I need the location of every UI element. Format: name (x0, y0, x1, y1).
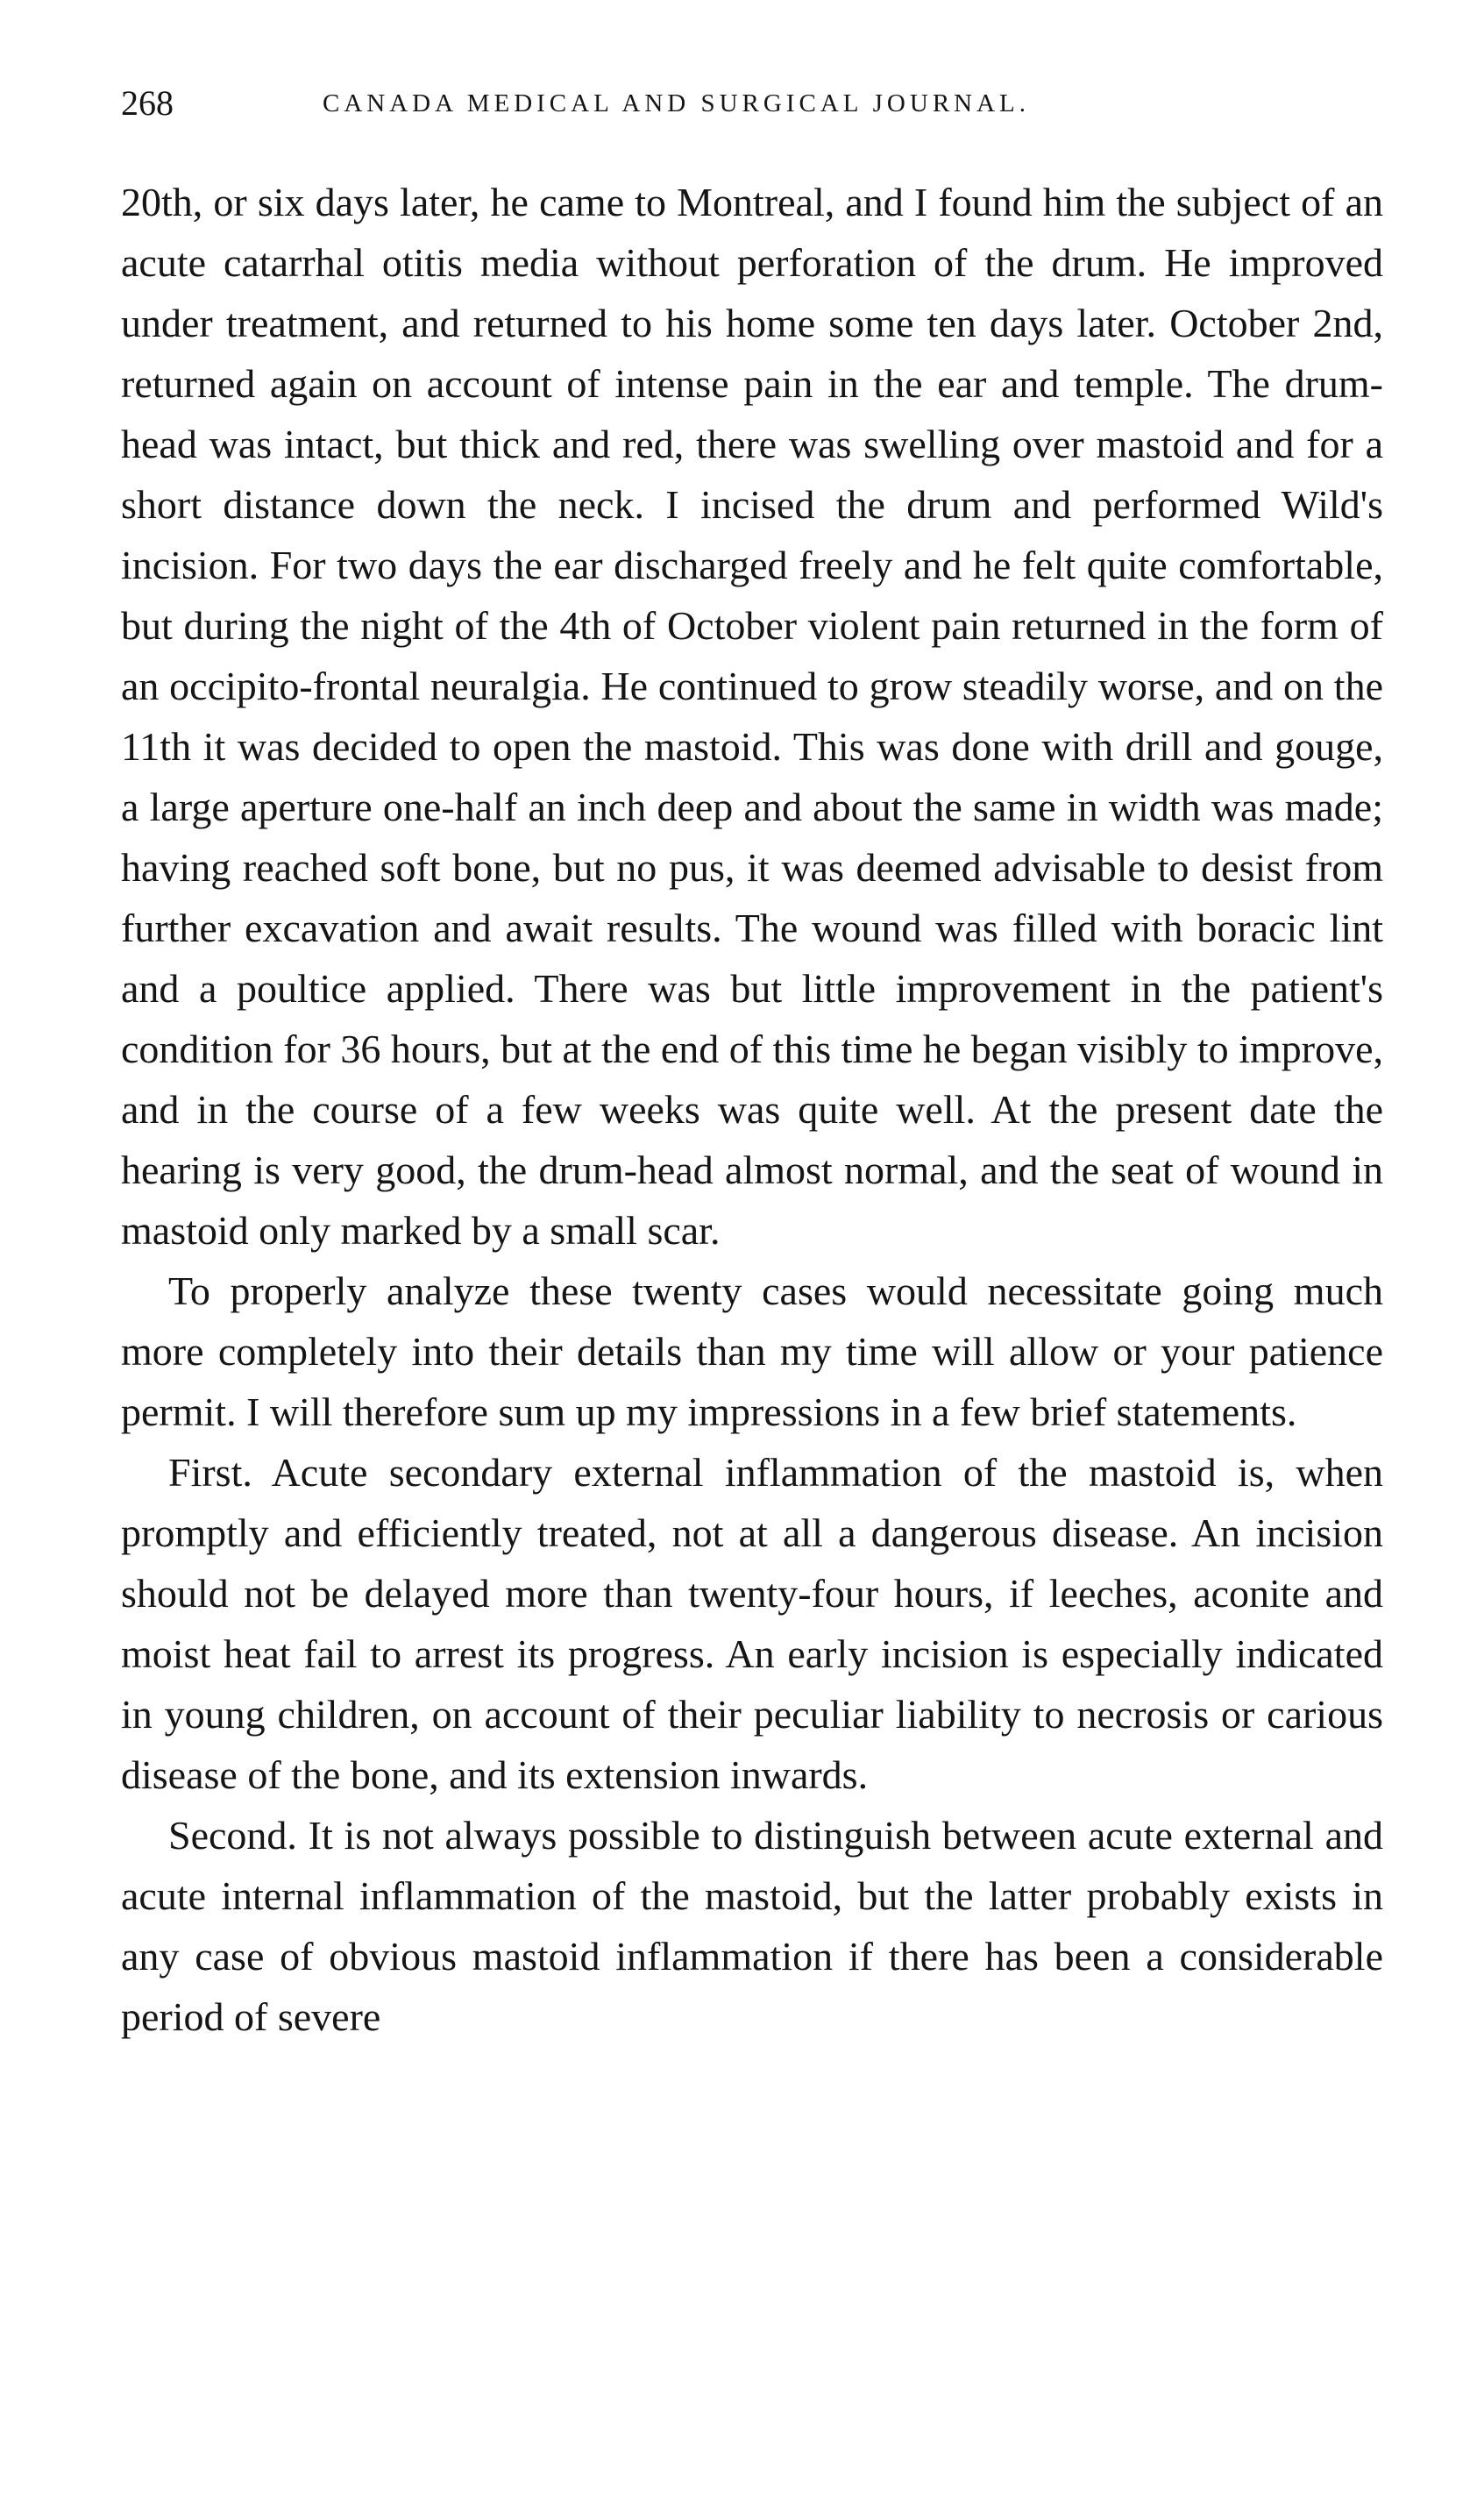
running-head (121, 77, 1383, 130)
paragraph-first-statement: First. Acute secondary external inflammation of the mastoid is, when promptly and efficiently treated, not at all a dangerous disease. An incision should not be delayed more than twenty-four hours, if leeches, aconite and moist heat fail to arrest its progress. An early incision is especially indicated in young children, on account of their peculiar liability to necrosis or carious disease of the bone, and its extension inwards. (121, 1450, 1383, 1797)
paragraph-second-statement: Second. It is not always possible to distinguish between acute external and acute internal inflammation of the mastoid, but the latter probably exists in any case of obvious mastoid inflammation if there has been a considerable period of severe (121, 1813, 1383, 2039)
body-text (121, 172, 1383, 2047)
paragraph-analysis-intro: To properly analyze these twenty cases would necessitate going much more completely into their details than my time will allow or your patience permit. I will therefore sum up my impressions in a few brief statements. (121, 1268, 1383, 1434)
paragraph-case-continuation: 20th, or six days later, he came to Montreal, and I found him the subject of an acute catarrhal otitis media without perforation of the drum. He improved under treatment, and returned to his home some ten days later. October 2nd, returned again on account of intense pain in the ear and temple. The drum-head was intact, but thick and red, there was swelling over mastoid and for a short distance down the neck. I incised the drum and performed Wild's incision. For two days the ear discharged freely and he felt quite comfortable, but during the night of the 4th of October violent pain returned in the form of an occipito-frontal neuralgia. He continued to grow steadily worse, and on the 11th it was decided to open the mastoid. This was done with drill and gouge, a large aperture one-half an inch deep and about the same in width was made; having reached soft bone, but no pus, it was deemed advisable to desist from further excavation and await results. The wound was filled with boracic lint and a poultice applied. There was but little improvement in the patient's condition for 36 hours, but at the end of this time he began visibly to improve, and in the course of a few weeks was quite well. At the present date the hearing is very good, the drum-head almost normal, and the seat of wound in mastoid only marked by a small scar. (121, 180, 1383, 1253)
page-number: 268 (121, 83, 174, 123)
journal-title: CANADA MEDICAL AND SURGICAL JOURNAL. (323, 89, 1031, 117)
